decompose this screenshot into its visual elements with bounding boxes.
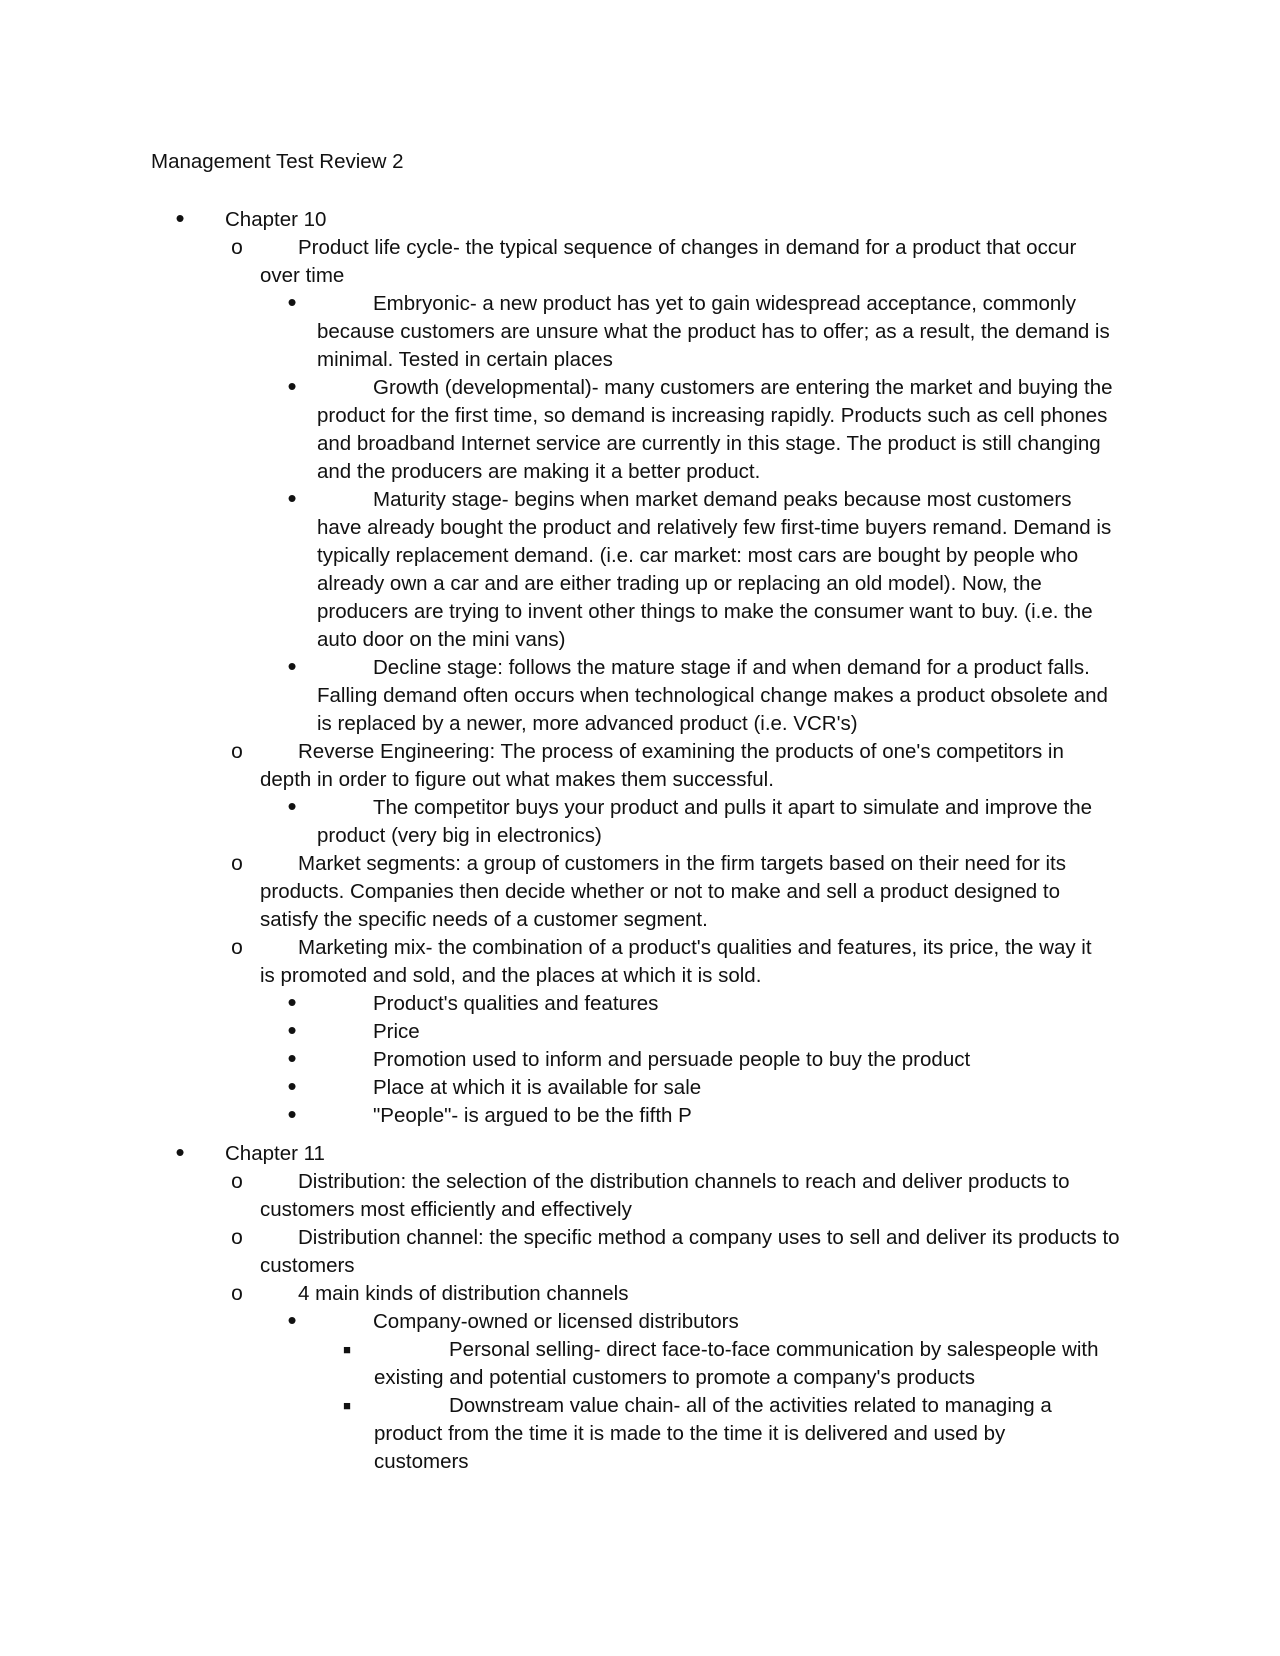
bullet-icon: • (175, 203, 185, 233)
bullet-icon: • (287, 987, 297, 1017)
bullet-icon: • (287, 791, 297, 821)
bullet-icon: • (287, 371, 297, 401)
circle-bullet-icon: o (231, 852, 243, 875)
list-item-text: Price (373, 1020, 420, 1043)
bullet-icon: • (287, 483, 297, 513)
circle-bullet-icon: o (231, 936, 243, 959)
circle-bullet-icon: o (231, 740, 243, 763)
bullet-icon: • (287, 1071, 297, 1101)
list-item-text: Place at which it is available for sale (373, 1076, 702, 1099)
list-item-text: Maturity stage- begins when market demand peaks because most customers have already bought the product and relatively few first-time buyers remand. Demand is typically replacement demand. (i.e. car market: most cars are bought by people who already own a car and are either trading up or replacing an old model). Now, the producers are trying to invent other things to make the consumer want to buy. (i.e. the auto door on the mini vans) (317, 488, 1112, 651)
chapter-heading: Chapter 10 (225, 208, 327, 231)
bullet-icon: • (287, 651, 297, 681)
list-item-text: Marketing mix- the combination of a product's qualities and features, its price, the way it is promoted and sold, and the places at which it is sold. (260, 936, 1092, 987)
list-item-text: Market segments: a group of customers in the firm targets based on their need for its products. Companies then decide whether or not to make and sell a product designed to satisfy the specific needs of a customer segment. (260, 852, 1066, 931)
circle-bullet-icon: o (231, 1170, 243, 1193)
bullet-icon: • (287, 1043, 297, 1073)
list-item-text: Growth (developmental)- many customers are entering the market and buying the product for the first time, so demand is increasing rapidly. Products such as cell phones and broadband Internet service are currently in this stage. The product is still changing and the producers are making it a better product. (317, 376, 1113, 483)
bullet-icon: • (287, 1305, 297, 1335)
list-item-text: Decline stage: follows the mature stage if and when demand for a product falls. Falling demand often occurs when technological change makes a product obsolete and is replaced by a newer, more advanced product (i.e. VCR's) (317, 656, 1108, 735)
list-item-text: Product life cycle- the typical sequence of changes in demand for a product that occur over time (260, 236, 1077, 287)
list-item-text: Distribution channel: the specific method a company uses to sell and deliver its products to customers (260, 1226, 1120, 1277)
square-bullet-icon: ■ (343, 1398, 351, 1413)
document-title: Management Test Review 2 (151, 150, 404, 173)
bullet-icon: • (175, 1137, 185, 1167)
list-item-text: Personal selling- direct face-to-face communication by salespeople with existing and potential customers to promote a company's products (374, 1338, 1099, 1389)
list-item-text: Promotion used to inform and persuade people to buy the product (373, 1048, 971, 1071)
circle-bullet-icon: o (231, 236, 243, 259)
list-item-text: Downstream value chain- all of the activities related to managing a product from the time it is made to the time it is delivered and used by customers (374, 1394, 1052, 1473)
list-item-text: Company-owned or licensed distributors (373, 1310, 739, 1333)
bullet-icon: • (287, 1015, 297, 1045)
list-item-text: Distribution: the selection of the distribution channels to reach and deliver products to customers most efficiently and effectively (260, 1170, 1070, 1221)
circle-bullet-icon: o (231, 1226, 243, 1249)
list-item-text: Embryonic- a new product has yet to gain widespread acceptance, commonly because customers are unsure what the product has to offer; as a result, the demand is minimal. Tested in certain places (317, 292, 1110, 371)
list-item-text: "People"- is argued to be the fifth P (373, 1104, 692, 1127)
list-item-text: 4 main kinds of distribution channels (298, 1282, 629, 1305)
list-item-text: Reverse Engineering: The process of examining the products of one's competitors in depth in order to figure out what makes them successful. (260, 740, 1064, 791)
square-bullet-icon: ■ (343, 1342, 351, 1357)
circle-bullet-icon: o (231, 1282, 243, 1305)
bullet-icon: • (287, 287, 297, 317)
list-item-text: The competitor buys your product and pulls it apart to simulate and improve the product (very big in electronics) (317, 796, 1093, 847)
list-item-text: Product's qualities and features (373, 992, 659, 1015)
chapter-heading: Chapter 11 (225, 1142, 325, 1165)
bullet-icon: • (287, 1099, 297, 1129)
